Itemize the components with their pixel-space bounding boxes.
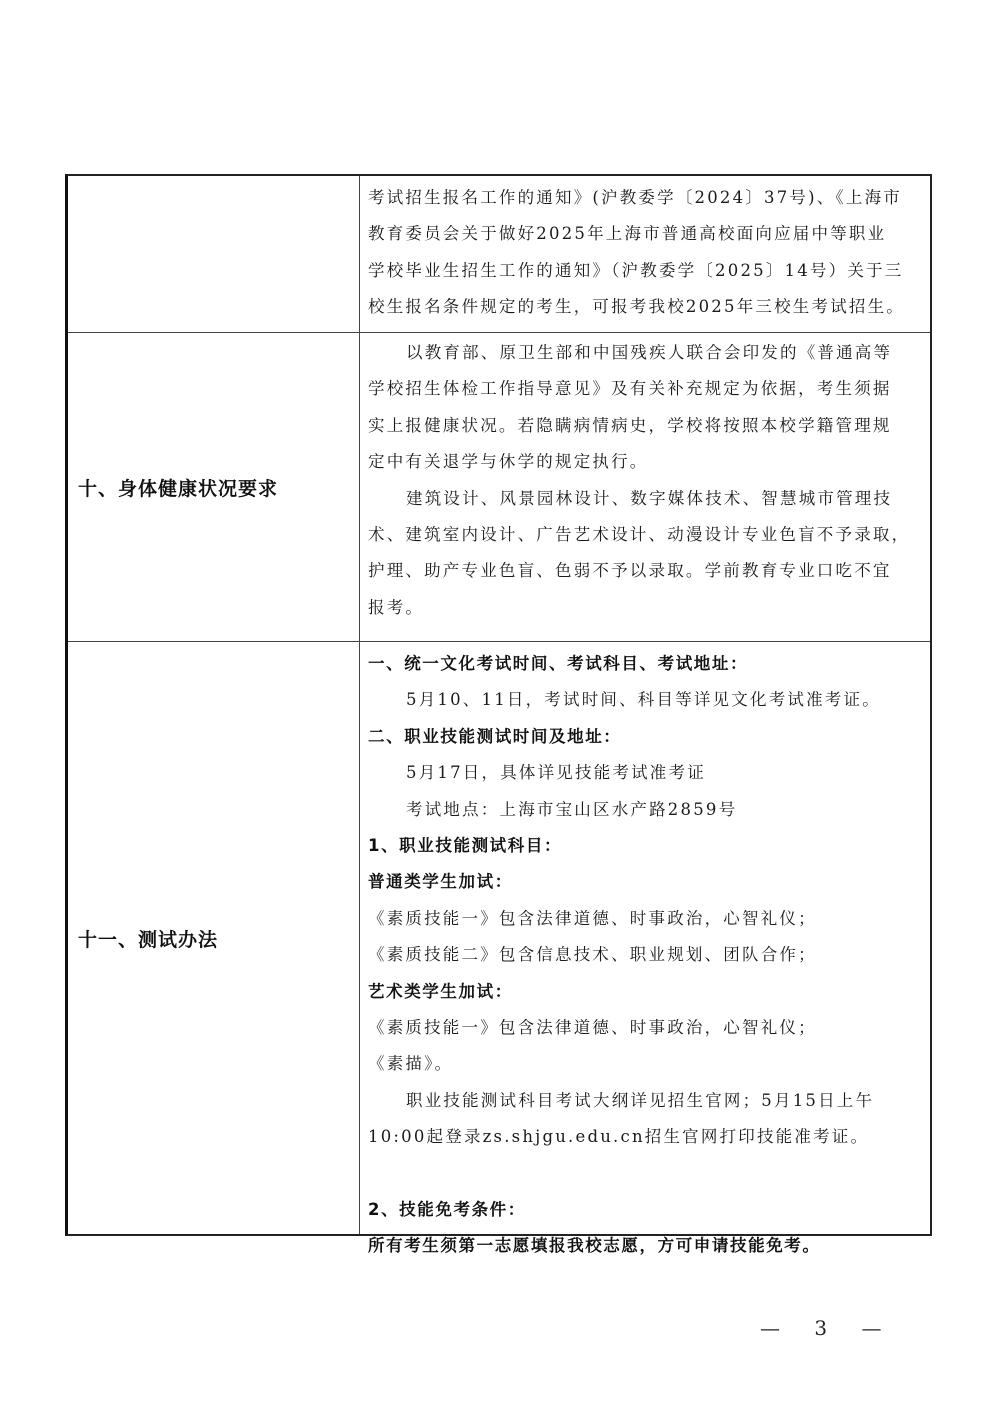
subsection-heading: 1、职业技能测试科目： [368, 836, 563, 856]
text-line-emphasis: 所有考生须第一志愿填报我校志愿，方可申请技能免考。 [368, 1236, 821, 1256]
row-content-cell [360, 176, 930, 332]
row-label-testing: 十一、测试办法 [78, 928, 219, 951]
text-line: 5月17日，具体详见技能考试准考证 [406, 763, 706, 783]
table-row-health-requirements [68, 332, 930, 641]
text-line: 5月10、11日，考试时间、科目等详见文化考试准考证。 [406, 690, 881, 710]
row-label-cell [68, 333, 360, 641]
text-line: 10:00起登录zs.shjgu.edu.cn招生官网打印技能准考证。 [368, 1127, 870, 1147]
text-line: 实上报健康状况。若隐瞒病情病史，学校将按照本校学籍管理规 [368, 415, 892, 435]
text-line: 定中有关退学与休学的规定执行。 [368, 452, 649, 472]
row-content-cell [360, 333, 930, 641]
table-row-testing-method [68, 641, 930, 1256]
text-line: 《素质技能一》包含法律道德、时事政治，心智礼仪； [368, 1018, 817, 1038]
subsection-heading: 普通类学生加试： [368, 872, 513, 892]
text-line: 建筑设计、风景园林设计、数字媒体技术、智慧城市管理技 [406, 488, 893, 508]
text-line: 以教育部、原卫生部和中国残疾人联合会印发的《普通高等 [406, 343, 893, 362]
row-content-cell [360, 642, 930, 1256]
text-line: 学校毕业生招生工作的通知》（沪教委学〔2025〕14号）关于三 [368, 260, 904, 280]
row-label-health: 十、身体健康状况要求 [78, 477, 279, 500]
row-label-cell [68, 176, 360, 332]
text-line: 校生报名条件规定的考生，可报考我校2025年三校生考试招生。 [368, 297, 905, 317]
table-row-eligibility [68, 176, 930, 332]
section-heading: 二、职业技能测试时间及地址： [368, 726, 622, 746]
blank-line [368, 1156, 924, 1192]
text-line: 《素质技能二》包含信息技术、职业规划、团队合作； [368, 945, 817, 965]
page-number: — 3 — [760, 1316, 896, 1340]
subsection-heading: 2、技能免考条件： [368, 1200, 526, 1220]
text-line: 职业技能测试科目考试大纲详见招生官网；5月15日上午 [406, 1090, 875, 1110]
text-line: 《素质技能一》包含法律道德、时事政治，心智礼仪； [368, 908, 817, 928]
subsection-heading: 艺术类学生加试： [368, 981, 513, 1001]
text-line: 考试招生报名工作的通知》(沪教委学〔2024〕37号)、《上海市 [368, 188, 903, 207]
text-line: 学校招生体检工作指导意见》及有关补充规定为依据，考生须据 [368, 379, 892, 399]
info-table [65, 174, 932, 1256]
row-label-cell [68, 642, 360, 1234]
text-line: 术、建筑室内设计、广告艺术设计、动漫设计专业色盲不予录取， [368, 525, 911, 545]
text-line: 考试地点：上海市宝山区水产路2859号 [406, 799, 738, 819]
text-line: 《素描》。 [368, 1054, 454, 1074]
text-line: 教育委员会关于做好2025年上海市普通高校面向应届中等职业 [368, 224, 887, 244]
text-line: 护理、助产专业色盲、色弱不予以录取。学前教育专业口吃不宜 [368, 561, 892, 581]
section-heading: 一、统一文化考试时间、考试科目、考试地址： [368, 654, 749, 673]
text-line: 报考。 [368, 597, 425, 617]
